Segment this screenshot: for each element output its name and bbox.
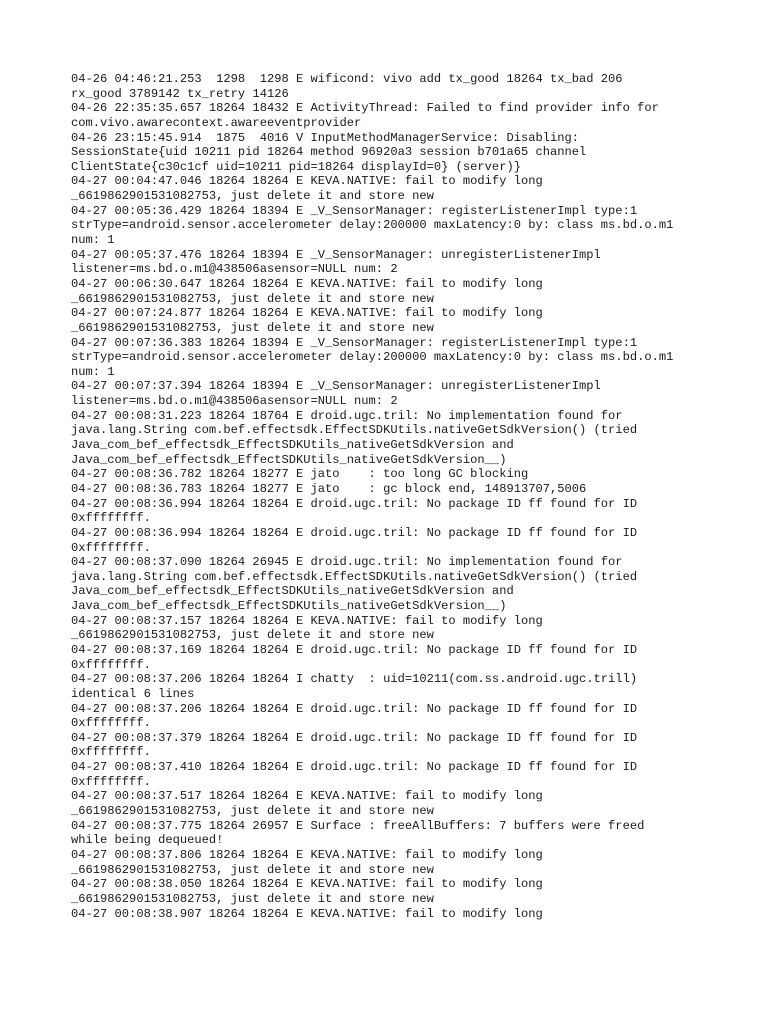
log-line: 04-27 00:07:37.394 18264 18394 E _V_SensorManager: unregisterListenerImpl: [71, 379, 601, 394]
log-line: _6619862901531082753, just delete it and store new: [71, 291, 434, 306]
log-line: strType=android.sensor.accelerometer delay:200000 maxLatency:0 by: class ms.bd.o.m1: [71, 350, 674, 365]
log-line: 04-27 00:08:36.783 18264 18277 E jato : gc block end, 148913707,5006: [71, 481, 587, 496]
log-line: _6619862901531082753, just delete it and store new: [71, 189, 434, 204]
log-line: java.lang.String com.bef.effectsdk.EffectSDKUtils.nativeGetSdkVersion() (tried: [71, 569, 638, 584]
log-line: 04-27 00:05:36.429 18264 18394 E _V_SensorManager: registerListenerImpl type:1: [71, 203, 638, 218]
log-line: SessionState{uid 10211 pid 18264 method 96920a3 session b701a65 channel: [71, 145, 587, 160]
log-line: _6619862901531082753, just delete it and store new: [71, 862, 434, 877]
log-line: _6619862901531082753, just delete it and store new: [71, 891, 434, 906]
log-line: Java_com_bef_effectsdk_EffectSDKUtils_nativeGetSdkVersion and: [71, 438, 514, 453]
log-line: 04-27 00:08:37.379 18264 18264 E droid.ugc.tril: No package ID ff found for ID: [71, 730, 638, 745]
log-line: Java_com_bef_effectsdk_EffectSDKUtils_nativeGetSdkVersion__): [71, 599, 507, 614]
log-line: 04-27 00:07:36.383 18264 18394 E _V_SensorManager: registerListenerImpl type:1: [71, 335, 638, 350]
log-line: 04-27 00:08:31.223 18264 18764 E droid.ugc.tril: No implementation found for: [71, 408, 623, 423]
log-line: 04-27 00:08:36.782 18264 18277 E jato : too long GC blocking: [71, 467, 529, 482]
log-line: 04-27 00:08:37.157 18264 18264 E KEVA.NATIVE: fail to modify long: [71, 613, 543, 628]
log-line: 0xffffffff.: [71, 511, 151, 526]
log-line: Java_com_bef_effectsdk_EffectSDKUtils_nativeGetSdkVersion and: [71, 584, 514, 599]
log-line: 04-27 00:06:30.647 18264 18264 E KEVA.NATIVE: fail to modify long: [71, 276, 543, 291]
log-line: 04-27 00:08:37.090 18264 26945 E droid.ugc.tril: No implementation found for: [71, 555, 623, 570]
log-line: 04-27 00:08:37.206 18264 18264 I chatty : uid=10211(com.ss.android.ugc.trill): [71, 672, 638, 687]
log-line: java.lang.String com.bef.effectsdk.EffectSDKUtils.nativeGetSdkVersion() (tried: [71, 423, 638, 438]
log-line: 04-27 00:08:36.994 18264 18264 E droid.ugc.tril: No package ID ff found for ID: [71, 525, 638, 540]
log-line: Java_com_bef_effectsdk_EffectSDKUtils_nativeGetSdkVersion__): [71, 452, 507, 467]
log-line: 04-27 00:08:37.517 18264 18264 E KEVA.NATIVE: fail to modify long: [71, 789, 543, 804]
log-line: 04-26 23:15:45.914 1875 4016 V InputMethodManagerService: Disabling:: [71, 130, 580, 145]
log-line: while being dequeued!: [71, 833, 224, 848]
log-line: 04-27 00:08:37.206 18264 18264 E droid.ugc.tril: No package ID ff found for ID: [71, 701, 638, 716]
log-line: 0xffffffff.: [71, 716, 151, 731]
log-line: 04-27 00:04:47.046 18264 18264 E KEVA.NATIVE: fail to modify long: [71, 174, 543, 189]
log-line: 04-27 00:08:36.994 18264 18264 E droid.ugc.tril: No package ID ff found for ID: [71, 496, 638, 511]
log-line: 04-27 00:08:37.775 18264 26957 E Surface : freeAllBuffers: 7 buffers were freed: [71, 818, 645, 833]
log-line: 04-27 00:08:38.050 18264 18264 E KEVA.NATIVE: fail to modify long: [71, 877, 543, 892]
log-line: _6619862901531082753, just delete it and store new: [71, 628, 434, 643]
log-line: ClientState{c30c1cf uid=10211 pid=18264 displayId=0} (server)}: [71, 159, 521, 174]
log-line: listener=ms.bd.o.m1@438506asensor=NULL num: 2: [71, 394, 398, 409]
log-line: rx_good 3789142 tx_retry 14126: [71, 86, 289, 101]
log-line: 04-26 22:35:35.657 18264 18432 E ActivityThread: Failed to find provider info for: [71, 101, 659, 116]
log-line: 0xffffffff.: [71, 774, 151, 789]
log-line: 04-27 00:08:37.169 18264 18264 E droid.ugc.tril: No package ID ff found for ID: [71, 642, 638, 657]
log-line: 0xffffffff.: [71, 745, 151, 760]
log-line: strType=android.sensor.accelerometer delay:200000 maxLatency:0 by: class ms.bd.o.m1: [71, 218, 674, 233]
log-line: num: 1: [71, 364, 115, 379]
log-line: 0xffffffff.: [71, 540, 151, 555]
log-line: _6619862901531082753, just delete it and store new: [71, 320, 434, 335]
log-line: 04-27 00:05:37.476 18264 18394 E _V_SensorManager: unregisterListenerImpl: [71, 247, 601, 262]
log-line: com.vivo.awarecontext.awareeventprovider: [71, 115, 362, 130]
log-line: 04-26 04:46:21.253 1298 1298 E wificond: vivo add tx_good 18264 tx_bad 206: [71, 72, 623, 86]
log-line: 04-27 00:08:38.907 18264 18264 E KEVA.NATIVE: fail to modify long: [71, 906, 543, 921]
log-line: 04-27 00:08:37.806 18264 18264 E KEVA.NATIVE: fail to modify long: [71, 847, 543, 862]
log-document: [71, 72, 761, 921]
log-line: listener=ms.bd.o.m1@438506asensor=NULL num: 2: [71, 262, 398, 277]
log-line: num: 1: [71, 233, 115, 248]
log-line: _6619862901531082753, just delete it and store new: [71, 804, 434, 819]
log-line: 0xffffffff.: [71, 657, 151, 672]
log-line: 04-27 00:07:24.877 18264 18264 E KEVA.NATIVE: fail to modify long: [71, 306, 543, 321]
log-line: identical 6 lines: [71, 686, 195, 701]
log-line: 04-27 00:08:37.410 18264 18264 E droid.ugc.tril: No package ID ff found for ID: [71, 760, 638, 775]
